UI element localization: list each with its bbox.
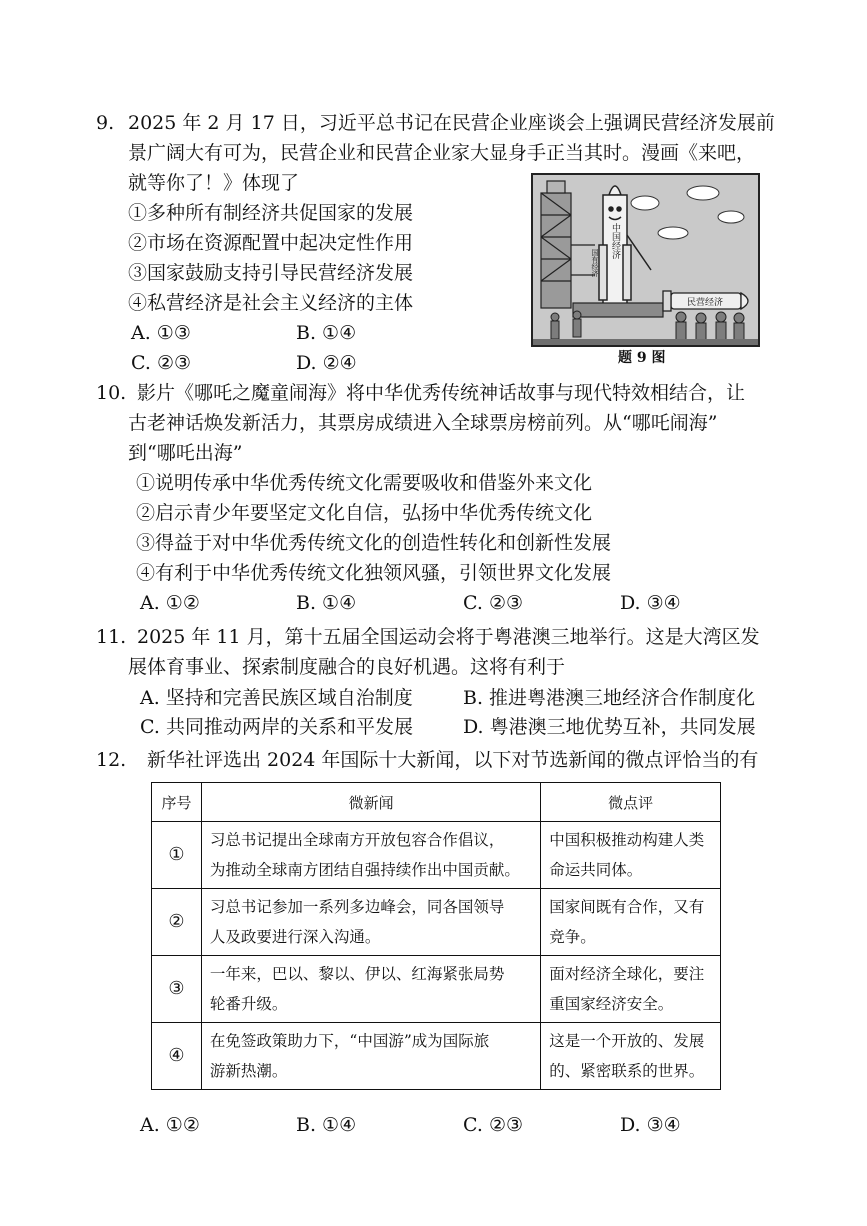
q12-stem-line-1: 新华社评选出 2024 年国际十大新闻，以下对节选新闻的微点评恰当的有 xyxy=(147,749,759,771)
q10-option-d[interactable]: D. ③④ xyxy=(620,592,681,614)
q9-option-d[interactable]: D. ②④ xyxy=(296,352,357,374)
row-news xyxy=(201,889,540,956)
q10-number: 10. xyxy=(96,382,127,404)
row-comment-line: 国家间既有合作，又有 xyxy=(549,898,705,916)
news-table xyxy=(151,782,721,1090)
row-news-line: 在免签政策助力下，“中国游”成为国际旅 xyxy=(209,1032,490,1050)
small-rocket-label: 民营经济 xyxy=(686,298,724,308)
header-news: 微新闻 xyxy=(201,783,540,822)
header-index: 序号 xyxy=(152,783,202,822)
row-comment-line: 这是一个开放的、发展 xyxy=(549,1032,705,1050)
q11-option-b[interactable]: B. 推进粤港澳三地经济合作制度化 xyxy=(463,687,756,709)
row-news xyxy=(201,1023,540,1090)
row-news xyxy=(201,822,540,889)
q11-stem-line-1: 2025 年 11 月，第十五届全国运动会将于粤港澳三地举行。这是大湾区发 xyxy=(137,626,760,648)
row-news-line: 一年来，巴以、黎以、伊以、红海紧张局势 xyxy=(209,965,505,983)
row-comment-line: 命运共同体。 xyxy=(549,861,643,879)
q10-stem-line-2: 古老神话焕发新活力，其票房成绩进入全球票房榜前列。从“哪吒闹海” xyxy=(128,412,718,434)
header-comment: 微点评 xyxy=(541,783,721,822)
q9-option-c[interactable]: C. ②③ xyxy=(131,352,192,374)
table-row xyxy=(152,1023,721,1090)
row-comment xyxy=(541,956,721,1023)
row-index: ① xyxy=(152,822,202,889)
q9-option-b[interactable]: B. ①④ xyxy=(296,322,357,344)
q9-statement-2: ②市场在资源配置中起决定性作用 xyxy=(128,232,414,254)
row-news-line: 轮番升级。 xyxy=(209,995,288,1013)
q9-statement-3: ③国家鼓励支持引导民营经济发展 xyxy=(128,262,414,284)
q9-stem-line-2: 景广阔大有可为，民营企业和民营企业家大显身手正当其时。漫画《来吧， xyxy=(128,142,756,164)
q10-stem-line-1: 影片《哪吒之魔童闹海》将中华优秀传统神话故事与现代特效相结合，让 xyxy=(137,382,746,404)
rocket-side-label: 国有经济 xyxy=(591,249,599,277)
row-comment xyxy=(541,822,721,889)
row-comment-line: 中国积极推动构建人类 xyxy=(549,831,705,849)
table-row xyxy=(152,822,721,889)
row-news-line: 为推动全球南方团结自强持续作出中国贡献。 xyxy=(209,861,520,879)
row-comment-line: 竞争。 xyxy=(549,928,596,946)
q10-statement-3: ③得益于对中华优秀传统文化的创造性转化和创新性发展 xyxy=(136,532,612,554)
row-comment-line: 的、紧密联系的世界。 xyxy=(549,1062,705,1080)
q11-option-c[interactable]: C. 共同推动两岸的关系和平发展 xyxy=(140,716,413,738)
row-index: ② xyxy=(152,889,202,956)
q9-statement-1: ①多种所有制经济共促国家的发展 xyxy=(128,202,414,224)
row-news-line: 游新热潮。 xyxy=(209,1062,288,1080)
q10-statement-4: ④有利于中华优秀传统文化独领风骚，引领世界文化发展 xyxy=(136,562,612,584)
q11-option-a[interactable]: A. 坚持和完善民族区域自治制度 xyxy=(140,687,413,709)
row-news-line: 习总书记参加一系列多边峰会，同各国领导 xyxy=(209,898,505,916)
row-comment-line: 重国家经济安全。 xyxy=(549,995,674,1013)
q12-number: 12. xyxy=(96,749,127,771)
q10-stem-line-3: 到“哪吒出海” xyxy=(128,442,243,464)
row-news xyxy=(201,956,540,1023)
q11-stem-line-2: 展体育事业、探索制度融合的良好机遇。这将有利于 xyxy=(128,656,566,678)
row-comment xyxy=(541,889,721,956)
row-news-line: 人及政要进行深入沟通。 xyxy=(209,928,381,946)
row-comment-line: 面对经济全球化，要注 xyxy=(549,965,705,983)
q9-cartoon-image xyxy=(531,173,760,347)
table-header-row xyxy=(152,783,721,822)
q12-option-b[interactable]: B. ①④ xyxy=(296,1114,357,1136)
row-news-line: 习总书记提出全球南方开放包容合作倡议， xyxy=(209,831,505,849)
q9-option-a[interactable]: A. ①③ xyxy=(131,322,191,344)
q10-option-a[interactable]: A. ①② xyxy=(140,592,200,614)
q10-option-b[interactable]: B. ①④ xyxy=(296,592,357,614)
q9-stem-line-1: 2025 年 2 月 17 日，习近平总书记在民营企业座谈会上强调民营经济发展前 xyxy=(128,112,775,134)
row-index: ③ xyxy=(152,956,202,1023)
row-index: ④ xyxy=(152,1023,202,1090)
q9-stem-line-3: 就等你了！》体现了 xyxy=(128,172,300,194)
q10-option-c[interactable]: C. ②③ xyxy=(463,592,524,614)
q12-option-c[interactable]: C. ②③ xyxy=(463,1114,524,1136)
q10-statement-1: ①说明传承中华优秀传统文化需要吸收和借鉴外来文化 xyxy=(136,472,593,494)
q9-statement-4: ④私营经济是社会主义经济的主体 xyxy=(128,292,414,314)
q11-option-d[interactable]: D. 粤港澳三地优势互补，共同发展 xyxy=(463,716,756,738)
row-comment xyxy=(541,1023,721,1090)
table-row xyxy=(152,956,721,1023)
q9-number: 9. xyxy=(96,112,115,134)
rocket-label: 中国经济 xyxy=(610,223,620,259)
q11-number: 11. xyxy=(96,626,127,648)
q9-figure-caption: 题 9 图 xyxy=(618,350,666,366)
q10-statement-2: ②启示青少年要坚定文化自信，弘扬中华优秀传统文化 xyxy=(136,502,593,524)
q12-option-d[interactable]: D. ③④ xyxy=(620,1114,681,1136)
table-row xyxy=(152,889,721,956)
q12-option-a[interactable]: A. ①② xyxy=(140,1114,200,1136)
